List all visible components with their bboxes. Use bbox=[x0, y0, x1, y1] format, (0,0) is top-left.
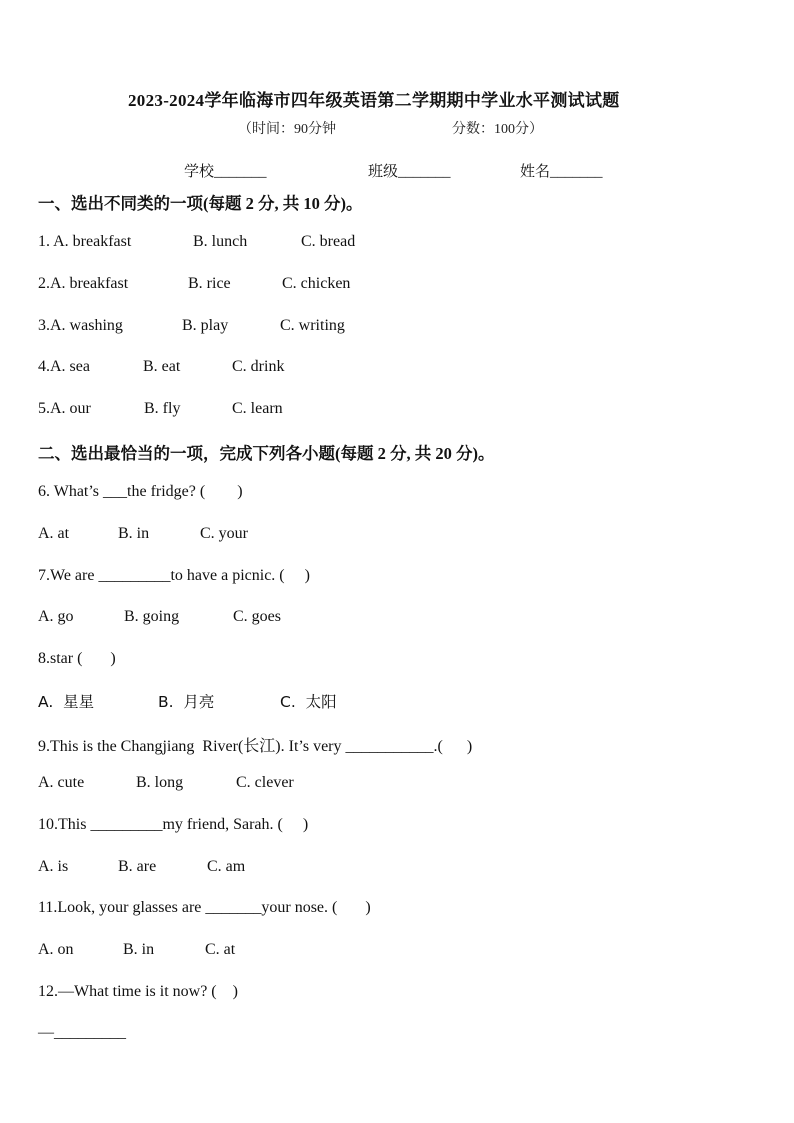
school-field: 学校_______ bbox=[184, 164, 267, 180]
q3-option-c: C. writing bbox=[280, 317, 345, 334]
q9-option-c: C. clever bbox=[236, 774, 294, 791]
q7-stem: 7.We are _________to have a picnic. ( ) bbox=[38, 567, 310, 584]
q9-stem: 9.This is the Changjiang River(长江). It’s very ___________.( ) bbox=[38, 738, 473, 755]
q8-option-c: C. 太阳 bbox=[280, 693, 337, 711]
exam-score: 分数：100分） bbox=[452, 122, 543, 137]
q7-option-c: C. goes bbox=[233, 608, 281, 625]
q10-stem: 10.This _________my friend, Sarah. ( ) bbox=[38, 816, 309, 833]
q10-option-b: B. are bbox=[118, 858, 157, 875]
q4-option-a: 4.A. sea bbox=[38, 358, 90, 375]
q3-option-b: B. play bbox=[182, 317, 229, 334]
name-field: 姓名_______ bbox=[520, 164, 603, 180]
q5-option-b: B. fly bbox=[144, 400, 181, 417]
q5-option-a: 5.A. our bbox=[38, 400, 91, 417]
q7-option-a: A. go bbox=[38, 608, 74, 625]
q1-option-c: C. bread bbox=[301, 233, 356, 250]
q1-option-a: 1. A. breakfast bbox=[38, 233, 132, 250]
q9-option-b: B. long bbox=[136, 774, 184, 791]
q4-option-b: B. eat bbox=[143, 358, 181, 375]
q2-option-a: 2.A. breakfast bbox=[38, 275, 129, 292]
q7-option-b: B. going bbox=[124, 608, 180, 625]
q9-option-a: A. cute bbox=[38, 774, 85, 791]
q8-option-a: A. 星星 bbox=[38, 693, 95, 711]
exam-time: （时间：90分钟 bbox=[238, 122, 336, 137]
class-field: 班级_______ bbox=[368, 164, 451, 180]
q11-option-b: B. in bbox=[123, 941, 155, 958]
q6-option-a: A. at bbox=[38, 525, 70, 542]
q11-option-a: A. on bbox=[38, 941, 74, 958]
q8-stem: 8.star ( ) bbox=[38, 650, 116, 667]
q2-option-c: C. chicken bbox=[282, 275, 351, 292]
q1-option-b: B. lunch bbox=[193, 233, 248, 250]
q6-option-c: C. your bbox=[200, 525, 248, 542]
q2-option-b: B. rice bbox=[188, 275, 231, 292]
q4-option-c: C. drink bbox=[232, 358, 285, 375]
q11-option-c: C. at bbox=[205, 941, 236, 958]
section-2-heading: 二、选出最恰当的一项，完成下列各小题(每题 2 分, 共 20 分)。 bbox=[38, 444, 495, 463]
q12-stem: 12.—What time is it now? ( ) bbox=[38, 983, 238, 1000]
q3-option-a: 3.A. washing bbox=[38, 317, 123, 334]
q10-option-a: A. is bbox=[38, 858, 69, 875]
page-title: 2023-2024学年临海市四年级英语第二学期期中学业水平测试试题 bbox=[128, 91, 620, 110]
q10-option-c: C. am bbox=[207, 858, 246, 875]
q6-stem: 6. What’s ___the fridge? ( ) bbox=[38, 483, 243, 500]
q6-option-b: B. in bbox=[118, 525, 150, 542]
q8-option-b: B. 月亮 bbox=[158, 693, 215, 711]
q11-stem: 11.Look, your glasses are _______your nose. ( ) bbox=[38, 899, 371, 916]
section-1-heading: 一、选出不同类的一项(每题 2 分, 共 10 分)。 bbox=[38, 194, 363, 213]
q5-option-c: C. learn bbox=[232, 400, 283, 417]
q12-answer-line: —_________ bbox=[38, 1024, 126, 1041]
